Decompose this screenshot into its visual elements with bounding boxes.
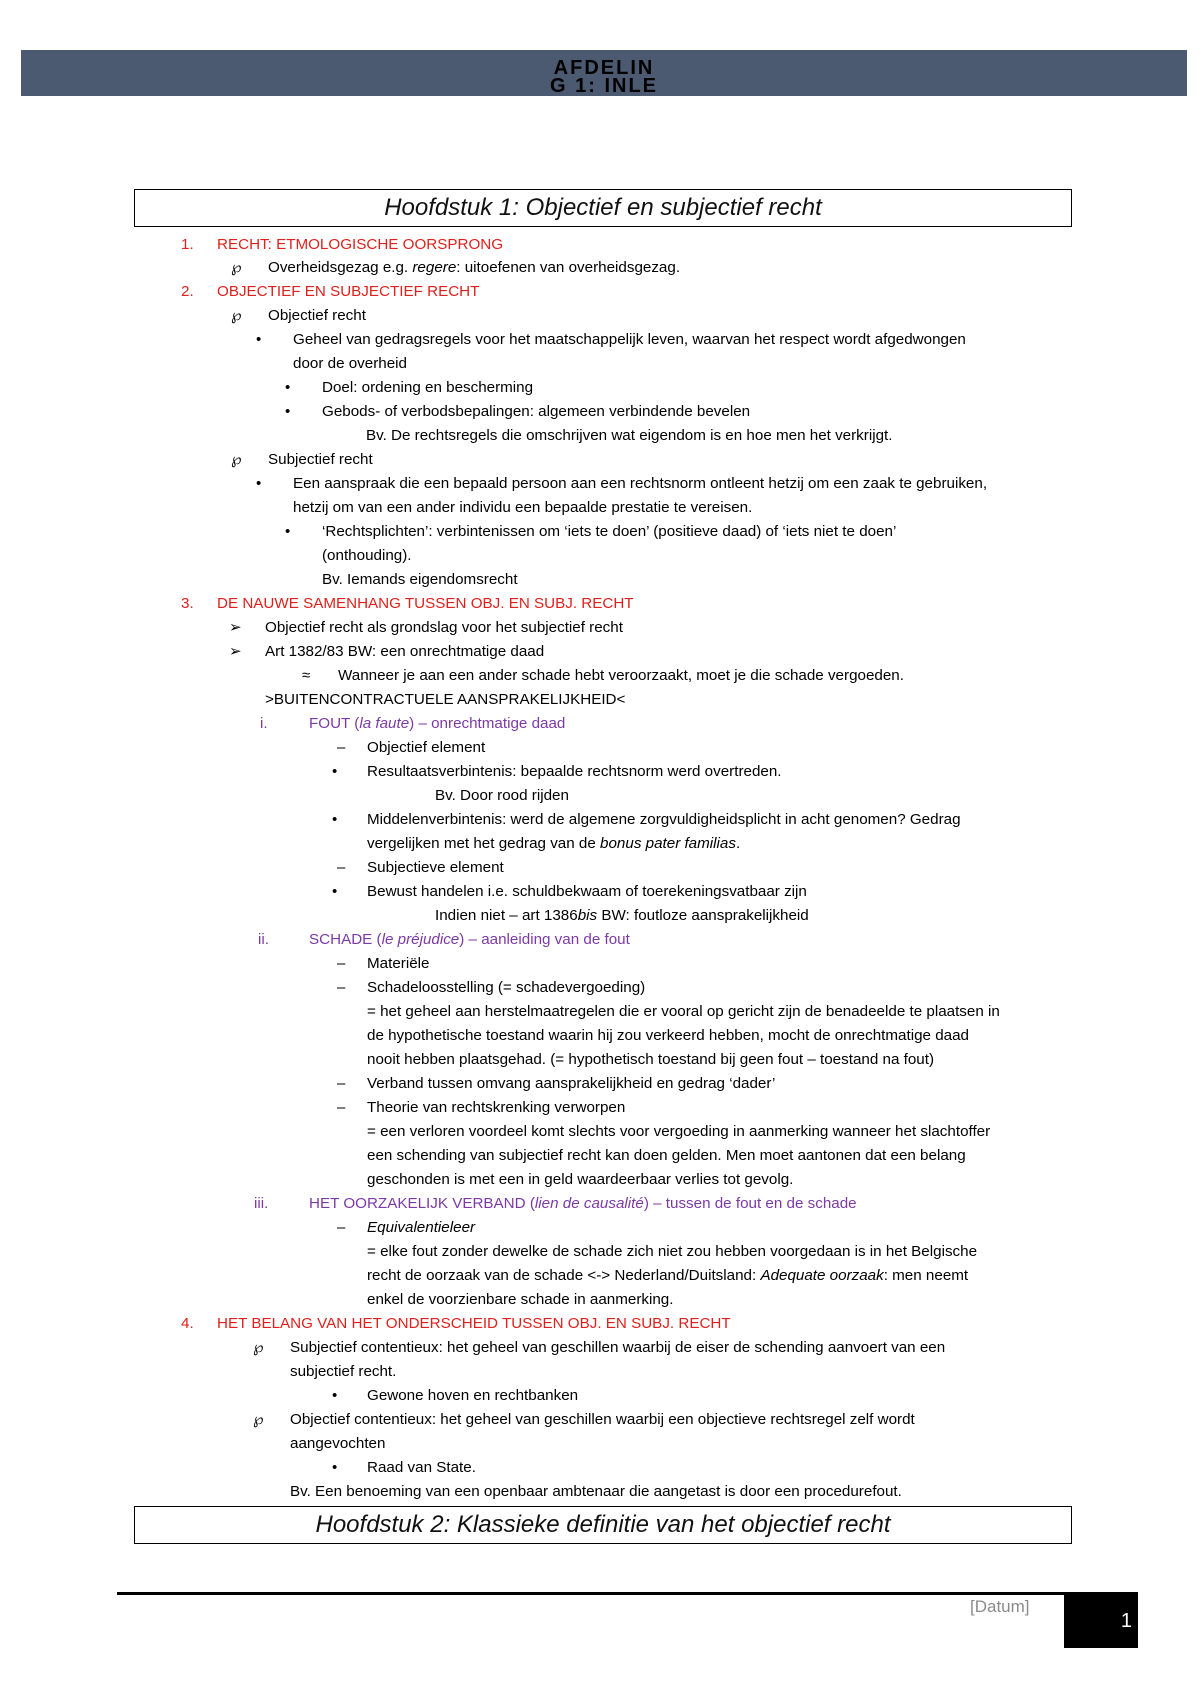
subsection-heading: FOUT (la faute) – onrechtmatige daad: [309, 715, 566, 732]
section-heading: DE NAUWE SAMENHANG TUSSEN OBJ. EN SUBJ. RECHT: [217, 595, 634, 612]
section-heading: RECHT: ETMOLOGISCHE OORSPRONG: [217, 236, 504, 253]
dash-bullet-icon: –: [337, 1075, 346, 1092]
flower-bullet-icon: ℘: [231, 307, 242, 324]
list-item: Subjectieve element: [367, 859, 504, 876]
list-item: Schadeloosstelling (= schadevergoeding): [367, 979, 646, 996]
header-title-cutoff: G 1: INLE: [549, 75, 658, 97]
list-item: Equivalentieleer: [367, 1219, 476, 1236]
list-item: Resultaatsverbintenis: bepaalde rechtsnorm werd overtreden.: [367, 763, 782, 780]
example-text: Bv. Een benoeming van een openbaar ambtenaar die aangetast is door een procedurefout.: [290, 1483, 902, 1500]
header-title: AFDELIN: [553, 57, 655, 79]
arrow-bullet-icon: ➢: [229, 643, 242, 660]
list-item: Subjectief recht: [268, 451, 373, 468]
list-item-cont: Indien niet – art 1386bis BW: foutloze aansprakelijkheid: [435, 907, 809, 924]
dash-bullet-icon: –: [337, 739, 346, 756]
list-item-cont: de hypothetische toestand waarin hij zou verkeerd hebben, mocht de onrechtmatige daad: [367, 1027, 969, 1044]
section-heading: HET BELANG VAN HET ONDERSCHEID TUSSEN OBJ. EN SUBJ. RECHT: [217, 1315, 731, 1332]
list-item: Gebods- of verbodsbepalingen: algemeen verbindende bevelen: [322, 403, 751, 420]
list-item-cont: aangevochten: [290, 1435, 386, 1452]
section-heading: OBJECTIEF EN SUBJECTIEF RECHT: [217, 283, 480, 300]
list-item: Een aanspraak die een bepaald persoon aan een rechtsnorm ontleent hetzij om een zaak te gebruiken,: [293, 475, 988, 492]
bullet-icon: •: [332, 1459, 338, 1476]
list-item-cont: vergelijken met het gedrag van de bonus pater familias.: [367, 835, 741, 852]
list-item-cont: geschonden is met een in geld waardeerbaar verlies tot gevolg.: [367, 1171, 794, 1188]
footer-rule: [117, 1592, 1070, 1595]
list-item-cont: = elke fout zonder dewelke de schade zich niet zou hebben voorgedaan is in het Belgische: [367, 1243, 978, 1260]
flower-bullet-icon: ℘: [231, 259, 242, 276]
dash-bullet-icon: –: [337, 955, 346, 972]
page-number: 1: [1120, 1610, 1132, 1632]
list-item: Wanneer je aan een ander schade hebt veroorzaakt, moet je die schade vergoeden.: [338, 667, 904, 684]
example-text: Bv. De rechtsregels die omschrijven wat eigendom is en hoe men het verkrijgt.: [366, 427, 893, 444]
bullet-icon: •: [256, 475, 262, 492]
list-item-cont: nooit hebben plaatsgehad. (= hypothetisch toestand bij geen fout – toestand na fout): [367, 1051, 935, 1068]
roman-number: ii.: [258, 931, 269, 948]
list-item: Objectief contentieux: het geheel van geschillen waarbij een objectieve rechtsregel zelf wordt: [290, 1411, 915, 1428]
list-item: Materiële: [367, 955, 430, 972]
page-number-box: [1064, 1592, 1138, 1648]
list-item-cont: (onthouding).: [322, 547, 412, 564]
bullet-icon: •: [285, 403, 291, 420]
list-item-cont: recht de oorzaak van de schade <-> Nederland/Duitsland: Adequate oorzaak: men neemt: [367, 1267, 969, 1284]
list-item-cont: een schending van subjectief recht kan doen gelden. Men moet aantonen dat een belang: [367, 1147, 966, 1164]
list-item: Objectief element: [367, 739, 486, 756]
bullet-icon: •: [332, 763, 338, 780]
section-number: 2.: [181, 283, 194, 300]
list-item: Bewust handelen i.e. schuldbekwaam of toerekeningsvatbaar zijn: [367, 883, 807, 900]
list-item: Overheidsgezag e.g. regere: uitoefenen van overheidsgezag.: [268, 259, 681, 276]
flower-bullet-icon: ℘: [253, 1411, 264, 1428]
chapter-1-title: Hoofdstuk 1: Objectief en subjectief recht: [134, 189, 1072, 227]
section-number: 3.: [181, 595, 194, 612]
bullet-icon: •: [332, 883, 338, 900]
list-item: Theorie van rechtskrenking verworpen: [367, 1099, 626, 1116]
approx-bullet-icon: ≈: [302, 667, 311, 684]
list-item: Middelenverbintenis: werd de algemene zorgvuldigheidsplicht in acht genomen? Gedrag: [367, 811, 961, 828]
subheading: >BUITENCONTRACTUELE AANSPRAKELIJKHEID<: [265, 691, 626, 708]
dash-bullet-icon: –: [337, 979, 346, 996]
list-item-cont: enkel de voorzienbare schade in aanmerking.: [367, 1291, 674, 1308]
header-bar: [21, 50, 1187, 96]
bullet-icon: •: [332, 811, 338, 828]
list-item-cont: hetzij om van een ander individu een bepaalde prestatie te vereisen.: [293, 499, 753, 516]
example-text: Bv. Door rood rijden: [435, 787, 569, 804]
list-item-cont: subjectief recht.: [290, 1363, 397, 1380]
list-item: Art 1382/83 BW: een onrechtmatige daad: [265, 643, 545, 660]
example-text: Bv. Iemands eigendomsrecht: [322, 571, 518, 588]
list-item-cont: door de overheid: [293, 355, 407, 372]
flower-bullet-icon: ℘: [231, 451, 242, 468]
section-number: 4.: [181, 1315, 194, 1332]
subsection-heading: SCHADE (le préjudice) – aanleiding van de fout: [309, 931, 630, 948]
bullet-icon: •: [285, 379, 291, 396]
list-item: Subjectief contentieux: het geheel van geschillen waarbij de eiser de schending aanvoert van een: [290, 1339, 946, 1356]
arrow-bullet-icon: ➢: [229, 619, 242, 636]
list-item-cont: = het geheel aan herstelmaatregelen die er vooral op gericht zijn de benadeelde te plaatsen in: [367, 1003, 1000, 1020]
dash-bullet-icon: –: [337, 1219, 346, 1236]
dash-bullet-icon: –: [337, 859, 346, 876]
roman-number: i.: [260, 715, 268, 732]
list-item: Raad van State.: [367, 1459, 476, 1476]
list-item: ‘Rechtsplichten’: verbintenissen om ‘iets te doen’ (positieve daad) of ‘iets niet te doen’: [322, 523, 897, 540]
list-item: Geheel van gedragsregels voor het maatschappelijk leven, waarvan het respect wordt afgedwongen: [293, 331, 966, 348]
footer-date: [Datum]: [970, 1597, 1030, 1616]
list-item: Doel: ordening en bescherming: [322, 379, 534, 396]
list-item: Verband tussen omvang aansprakelijkheid en gedrag ‘dader’: [367, 1075, 776, 1092]
list-item: Gewone hoven en rechtbanken: [367, 1387, 579, 1404]
list-item-cont: = een verloren voordeel komt slechts voor vergoeding in aanmerking wanneer het slachtoffer: [367, 1123, 991, 1140]
list-item: Objectief recht als grondslag voor het subjectief recht: [265, 619, 623, 636]
bullet-icon: •: [332, 1387, 338, 1404]
section-number: 1.: [181, 236, 194, 253]
bullet-icon: •: [285, 523, 291, 540]
chapter-2-title: Hoofdstuk 2: Klassieke definitie van het objectief recht: [134, 1506, 1072, 1544]
dash-bullet-icon: –: [337, 1099, 346, 1116]
subsection-heading: HET OORZAKELIJK VERBAND (lien de causalité) – tussen de fout en de schade: [309, 1195, 857, 1212]
list-item: Objectief recht: [268, 307, 366, 324]
bullet-icon: •: [256, 331, 262, 348]
flower-bullet-icon: ℘: [253, 1339, 264, 1356]
roman-number: iii.: [254, 1195, 269, 1212]
